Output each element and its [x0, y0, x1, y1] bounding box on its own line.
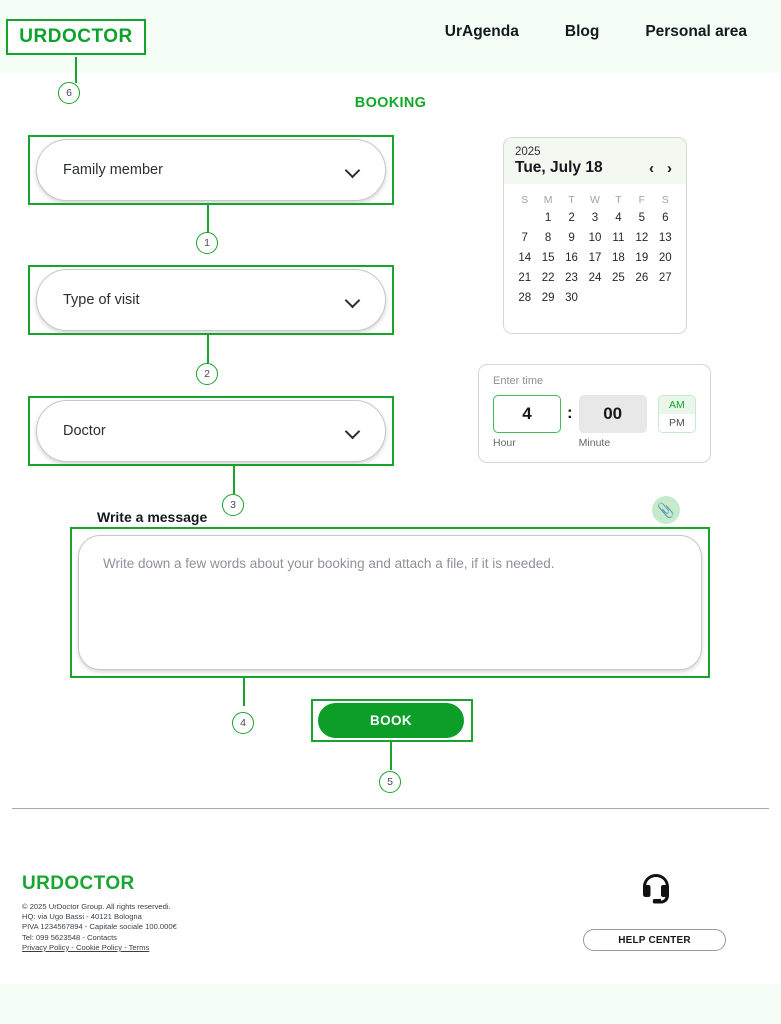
select-type-of-visit-label: Type of visit — [63, 292, 140, 308]
calendar-day[interactable]: 12 — [635, 232, 649, 244]
hour-label: Hour — [493, 437, 516, 449]
nav-item-personal-area[interactable]: Personal area — [645, 23, 747, 40]
calendar-day[interactable]: 25 — [612, 272, 625, 284]
ampm-toggle — [658, 395, 696, 433]
annotation-line-1 — [207, 205, 209, 233]
calendar-day[interactable]: 11 — [612, 232, 625, 244]
annotation-marker-1: 1 — [196, 232, 218, 254]
annotation-marker-5: 5 — [379, 771, 401, 793]
annotation-line-5 — [390, 742, 392, 770]
select-type-of-visit[interactable] — [36, 269, 386, 331]
message-input[interactable]: Write down a few words about your booking and attach a file, if it is needed. — [78, 535, 702, 670]
calendar-weekday-row — [513, 191, 677, 208]
site-header — [0, 0, 781, 73]
hour-input[interactable]: 4 — [493, 395, 561, 433]
calendar-day[interactable]: 23 — [565, 272, 578, 284]
annotation-line-4 — [243, 678, 245, 706]
calendar-day[interactable]: 16 — [565, 252, 578, 264]
calendar-day[interactable]: 20 — [658, 252, 672, 264]
calendar-widget[interactable] — [503, 137, 687, 334]
select-family-member[interactable] — [36, 139, 386, 201]
annotation-line-6 — [75, 57, 77, 83]
calendar-weekday: W — [590, 193, 600, 206]
paperclip-icon[interactable]: 📎 — [652, 496, 680, 524]
footer-line-copyright: © 2025 UrDoctor Group. All rights reservedi. — [22, 902, 171, 911]
calendar-day[interactable]: 4 — [615, 212, 622, 224]
calendar-weekday: S — [521, 193, 529, 206]
calendar-weekday: T — [615, 193, 622, 206]
footer-line-policies[interactable]: Privacy Policy - Cookie Policy - Terms — [22, 942, 150, 952]
chevron-down-icon — [346, 425, 359, 438]
calendar-day[interactable]: 26 — [635, 272, 649, 284]
logo-text: URDOCTOR — [19, 26, 133, 47]
calendar-day[interactable]: 18 — [612, 252, 625, 264]
calendar-day[interactable]: 7 — [521, 232, 528, 244]
calendar-day[interactable]: 17 — [588, 252, 602, 264]
calendar-year: 2025 — [515, 146, 541, 158]
time-picker — [478, 364, 711, 463]
nav-item-blog[interactable]: Blog — [564, 23, 600, 40]
main-nav — [445, 23, 747, 41]
annotation-line-2 — [207, 335, 209, 363]
headset-icon — [637, 871, 675, 909]
annotation-marker-2: 2 — [196, 363, 218, 385]
select-doctor[interactable] — [36, 400, 386, 462]
calendar-day[interactable]: 21 — [518, 272, 532, 284]
calendar-nav — [649, 161, 675, 176]
calendar-day[interactable]: 30 — [565, 292, 578, 304]
calendar-day[interactable] — [583, 288, 606, 308]
calendar-day[interactable] — [630, 288, 653, 308]
calendar-day[interactable]: 13 — [658, 232, 672, 244]
annotation-line-3 — [233, 466, 235, 494]
calendar-weekday: F — [638, 193, 646, 206]
minute-label: Minute — [578, 437, 611, 449]
calendar-day[interactable]: 15 — [541, 252, 555, 264]
calendar-selected-date: Tue, July 18 — [515, 159, 603, 176]
calendar-weekday: M — [543, 193, 553, 206]
calendar-day[interactable]: 9 — [568, 232, 575, 244]
calendar-day[interactable] — [513, 208, 536, 228]
calendar-day[interactable]: 5 — [638, 212, 646, 224]
page-title: BOOKING — [354, 95, 427, 111]
minute-input[interactable]: 00 — [579, 395, 647, 433]
calendar-day[interactable]: 6 — [662, 212, 669, 224]
am-option[interactable]: AM — [659, 396, 695, 414]
calendar-week-row — [513, 208, 677, 228]
calendar-day[interactable]: 24 — [588, 272, 602, 284]
annotation-marker-4: 4 — [232, 712, 254, 734]
calendar-day[interactable]: 10 — [588, 232, 602, 244]
footer-line-piva: PIVA 1234567894 - Capitale sociale 100.000€ — [22, 922, 177, 932]
calendar-grid — [504, 184, 686, 316]
footer-logo: URDOCTOR — [22, 873, 135, 894]
calendar-day[interactable] — [607, 288, 630, 308]
hour-field — [493, 395, 561, 449]
calendar-day[interactable]: 19 — [635, 252, 649, 264]
pm-option[interactable]: PM — [659, 414, 695, 432]
footer-line-tel: Tel: 099 5623548 - Contacts — [22, 932, 117, 942]
footer-info — [22, 902, 177, 953]
footer-divider — [12, 808, 769, 809]
time-separator: : — [567, 403, 573, 422]
calendar-week-row — [513, 288, 677, 308]
chevron-down-icon — [346, 164, 359, 177]
select-family-member-label: Family member — [63, 162, 163, 178]
chevron-right-icon[interactable]: › — [667, 159, 672, 177]
calendar-day[interactable]: 1 — [544, 212, 552, 224]
calendar-weekday: S — [661, 193, 669, 206]
chevron-down-icon — [346, 294, 359, 307]
calendar-day[interactable]: 28 — [518, 292, 532, 304]
calendar-day[interactable]: 3 — [591, 212, 599, 224]
minute-field — [579, 395, 647, 449]
calendar-header — [504, 138, 686, 184]
calendar-day[interactable]: 29 — [541, 292, 555, 304]
time-picker-title: Enter time — [493, 375, 544, 387]
calendar-week-row — [513, 268, 677, 288]
annotation-marker-6: 6 — [58, 82, 80, 104]
calendar-day[interactable]: 14 — [518, 252, 532, 264]
nav-item-uragenda[interactable]: UrAgenda — [444, 23, 519, 40]
calendar-day[interactable]: 27 — [658, 272, 672, 284]
calendar-day[interactable]: 8 — [544, 232, 552, 244]
book-button[interactable]: BOOK — [318, 703, 464, 738]
logo-box[interactable] — [6, 19, 146, 55]
calendar-week-row — [513, 248, 677, 268]
chevron-left-icon[interactable]: ‹ — [649, 159, 654, 177]
message-label: Write a message — [97, 509, 208, 525]
calendar-weekday: T — [568, 193, 575, 206]
calendar-day[interactable] — [654, 288, 677, 308]
annotation-marker-3: 3 — [222, 494, 244, 516]
bottom-strip — [0, 984, 781, 1024]
select-doctor-label: Doctor — [63, 423, 106, 439]
help-center-button[interactable]: HELP CENTER — [583, 929, 726, 951]
footer-line-hq: HQ: via Ugo Bassi - 40121 Bologna — [22, 912, 142, 922]
calendar-day[interactable]: 2 — [568, 212, 575, 224]
calendar-day[interactable]: 22 — [541, 272, 555, 284]
calendar-week-row — [513, 228, 677, 248]
